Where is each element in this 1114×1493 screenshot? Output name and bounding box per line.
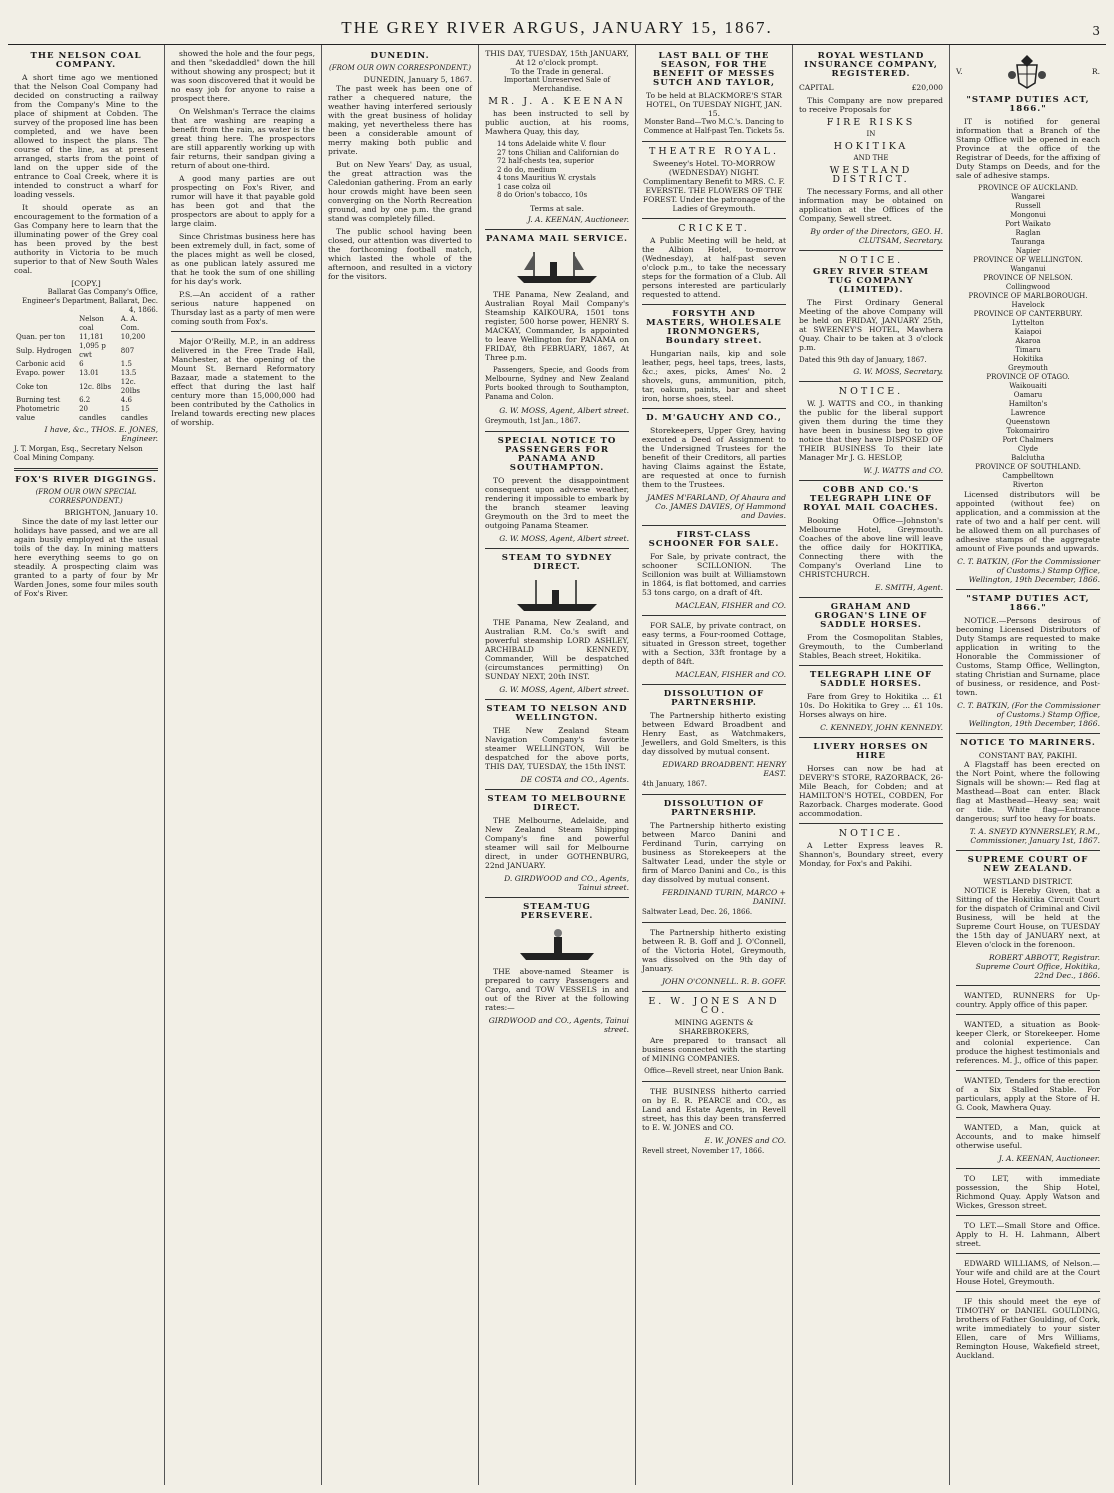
- coal-table-cell: 11,181: [79, 333, 104, 341]
- sale-to: To the Trade in general.: [510, 67, 604, 76]
- fox-cont-p2: On Welshman's Terrace the claims that are washing are reaping a benefit from the rain, as water is the great thing here. The prospectors are still apparently working up with fair returns, their sandpan giving a return of about one-third.: [171, 107, 315, 170]
- sydney-body: THE Panama, New Zealand, and Australian R.M. Co.'s swift and powerful steamship LORD ASHLEY, ARCHIBALD KENNEDY, Commander, Will be despatched (circumstances permitting) On SUNDAY NEXT, 20th INST.: [485, 617, 629, 681]
- secretary-address: J. T. Morgan, Esq., Secretary Nelson Coal Mining Company.: [14, 445, 143, 462]
- special-notice-signature: G. W. MOSS, Agent, Albert street.: [499, 533, 629, 543]
- coal-table-cell: 15 candles: [120, 405, 148, 422]
- ball-note: Monster Band—Two M.C.'s. Dancing to Commence at Half-past Ten. Tickets 5s.: [643, 118, 785, 135]
- telegraph-body: Fare from Grey to Hokitika ... £1 10s. Do Hokitika to Grey ... £1 10s. Horses always on hire.: [799, 692, 943, 719]
- watts-signature: W. J. WATTS and CO.: [863, 466, 943, 475]
- insurance-district: WESTLAND DISTRICT.: [829, 165, 913, 185]
- to-let-hotel: TO LET, with immediate possession, the Ship Hotel, Richmond Quay. Apply Watson and Wickes, Gresson street.: [956, 1174, 1100, 1210]
- wanted-bookkeeper: WANTED, a situation as Book-keeper Clerk, or Storekeeper. Home and colonial experience. Can produce the highest testimonials and references. M. J., office of this paper.: [956, 1020, 1100, 1065]
- province-canterbury: PROVINCE OF CANTERBURY.: [973, 310, 1083, 318]
- tug-heading: STEAM-TUG PERSEVERE.: [520, 901, 594, 921]
- insurance-capital-label: CAPITAL: [799, 83, 834, 92]
- dunedin-heading: DUNEDIN.: [370, 51, 430, 61]
- place-name: Port Waikato: [1005, 220, 1051, 228]
- place-name: Hamilton's: [1008, 400, 1048, 408]
- insurance-place: HOKITIKA: [833, 141, 909, 152]
- dissolution2-body: The Partnership hitherto existing between Marco Danini and Ferdinand Turin, carrying on business as Storekeepers at the Saltwater Lead, under the style or firm of Marco Danini and Co., is this day dissolved by mutual consent.: [642, 821, 786, 884]
- province-otago: PROVINCE OF OTAGO.: [986, 373, 1070, 381]
- melbourne-body: THE Melbourne, Adelaide, and New Zealand Steam Shipping Company's fine and powerful steamer will sail for Melbourne direct, in under GOTHENBURG, 22nd JANUARY.: [485, 815, 629, 870]
- coal-table-cell: 12c. 20lbs: [120, 378, 141, 395]
- sale-date: THIS DAY, TUESDAY, 15th JANUARY, At 12 o'clock prompt.: [485, 49, 629, 67]
- goulding-notice: IF this should meet the eye of TIMOTHY or DANIEL GOULDING, brothers of Father Goulding, of Cork, write immediately to your sister Ellen, care of Mrs Williams, Remington House, Wakefield street, Auckland.: [956, 1297, 1100, 1360]
- places-southland: [956, 472, 1100, 490]
- notice-heading: NOTICE.: [838, 255, 904, 266]
- column-3: [322, 45, 479, 1485]
- places-otago: [956, 382, 1100, 463]
- sale-item: 4 tons Mauritius W. crystals: [497, 174, 596, 182]
- coal-table-row: [14, 396, 158, 405]
- province-marlborough: PROVINCE OF MARLBOROUGH.: [968, 292, 1088, 300]
- place-name: Wanganui: [1010, 265, 1046, 273]
- stamp2-heading: "STAMP DUTIES ACT, 1866.": [966, 594, 1090, 613]
- schooner-heading: FIRST-CLASS SCHOONER FOR SALE.: [648, 530, 780, 549]
- divider: [799, 665, 943, 666]
- fox-cont-p1: showed the hole and the four pegs, and then "skedaddled" down the hill without showing any prospect; but it was soon discovered that it would be no easy job for anyone to raise a prospect there.: [171, 49, 315, 103]
- forsale-body: FOR SALE, by private contract, on easy terms, a Four-roomed Cottage, situated in Gresson street, together with a Section, 33ft frontage by a depth of 84ft.: [642, 621, 786, 666]
- cobb-heading: COBB AND CO.'S TELEGRAPH LINE OF ROYAL MAIL COACHES.: [803, 485, 939, 513]
- divider: [956, 985, 1100, 986]
- divider: [956, 1215, 1100, 1216]
- telegraph-signature: C. KENNEDY, JOHN KENNEDY.: [820, 723, 943, 732]
- notice3-body: A Letter Express leaves R. Shannon's, Boundary street, every Monday, for Fox's and Pakihi.: [799, 841, 943, 868]
- to-let-store: TO LET.—Small Store and Office. Apply to H. H. Lahmann, Albert street.: [956, 1221, 1100, 1248]
- dunedin-subheading: (FROM OUR OWN CORRESPONDENT.): [329, 64, 471, 72]
- graham-heading: GRAHAM AND GROGAN'S LINE OF SADDLE HORSES.: [814, 602, 928, 630]
- place-name: Hokitika: [1012, 355, 1044, 363]
- mcgauchy-signature: JAMES M'FARLAND, Of Ahaura and Co. JAMES DAVIES, Of Hammond and Davies.: [646, 493, 786, 520]
- divider: [642, 684, 786, 685]
- stamp-signature: C. T. BATKIN, (For the Commissioner of Customs.) Stamp Office, Wellington, 19th December, 1866.: [957, 557, 1100, 584]
- insurance-note: The necessary Forms, and all other information may be obtained on application at the Offices of the Company, Sewell street.: [799, 187, 943, 223]
- stamp-body: IT is notified for general information that a Branch of the Stamp Office will be opened in each Province at the office of the Registrar of Deeds, for the affixing of Duty Stamps on Deeds, and for the sale of adhesive stamps.: [956, 117, 1100, 180]
- divider: [642, 991, 786, 992]
- watts-body: W. J. WATTS and CO., in thanking the public for the liberal support given them during the time they have been in business beg to give notice that they have DISPOSED OF THEIR BUSINESS To their late Manager Mr J. G. HESLOP,: [799, 399, 943, 462]
- sale-title: Important Unreserved Sale of Merchandise.: [503, 76, 611, 93]
- place-name: Clyde: [1017, 445, 1039, 453]
- divider: [642, 218, 786, 219]
- stamp2-signature: C. T. BATKIN, (For the Commissioner of Customs.) Stamp Office, Wellington, 19th December, 1866.: [957, 701, 1100, 728]
- theatre-body: Sweeney's Hotel. TO-MORROW (WEDNESDAY) NIGHT. Complimentary Benefit to MRS. C. F. EVERSTE. THE FLOWERS OF THE FOREST. Under the patronage of the Ladies of Greymouth.: [642, 159, 786, 213]
- notice2-heading: NOTICE.: [838, 386, 904, 397]
- melbourne-signature: D. GIRDWOOD and CO., Agents, Tainui street.: [504, 873, 629, 892]
- tug-company-body: The First Ordinary General Meeting of the above Company will be held on FRIDAY, JANUARY 25th, at SWEENEY'S HOTEL, Mawhera Quay. Chair to be taken at 3 o'clock p.m.: [799, 298, 943, 352]
- forsyth-body: Hungarian nails, kip and sole leather, pegs, heel taps, trees, lasts, &c.; axes, picks, Ames' No. 2 shovels, guns, ammunition, pitch, tar, oakum, paints, bar and sheet iron, horse shoes, steel.: [642, 349, 786, 403]
- crest-letter-r: R.: [1091, 66, 1100, 76]
- edward-williams-notice: EDWARD WILLIAMS, of Nelson.—Your wife and child are at the Court House Hotel, Greymouth.: [956, 1259, 1100, 1286]
- divider: [799, 381, 943, 382]
- coal-table-cell: Sulp. Hydrogen: [16, 346, 72, 355]
- oreilly-paragraph: Major O'Reilly, M.P., in an address delivered in the Free Trade Hall, Manchester, at the opening of the Mount St. Bernard Reformatory Bazaar, made a statement to the effect that during the last half century more than 15,000,000 had been contributed by the Catholics in Ireland towards erecting new places of worship.: [171, 337, 315, 427]
- insurance-fire: FIRE RISKS: [826, 117, 916, 128]
- place-name: Campbelltown: [1002, 472, 1054, 480]
- coal-table-cell: 13.01: [79, 369, 100, 377]
- ewjones-body: Are prepared to transact all business connected with the starting of MINING COMPANIES.: [642, 1036, 786, 1063]
- mariners-body: A Flagstaff has been erected on the Nort Point, where the following Signals will be shown:— Red flag at Masthead—Boat can enter. Black flag at Masthead—Heavy sea; wait or tide. White flag—Entrance dangerous; surf too heavy for boats.: [956, 760, 1100, 823]
- page-number: 3: [1092, 24, 1100, 38]
- wanted-man-signature: J. A. KEENAN, Auctioneer.: [998, 1154, 1100, 1163]
- ewjones-heading: E. W. JONES AND CO.: [648, 996, 780, 1016]
- divider: [956, 1168, 1100, 1169]
- divider: [642, 922, 786, 923]
- sale-item: 14 tons Adelaide white V. flour: [497, 140, 606, 148]
- mariners-subheading: CONSTANT BAY, PAKIHI.: [978, 751, 1078, 760]
- places-marlborough: [956, 301, 1100, 310]
- forsyth-heading: FORSYTH AND MASTERS, WHOLESALE IRONMONGERS, Boundary street.: [646, 309, 782, 346]
- fox-heading: FOX'S RIVER DIGGINGS.: [15, 475, 157, 485]
- divider: [956, 1291, 1100, 1292]
- livery-heading: LIVERY HORSES ON HIRE: [813, 742, 929, 761]
- stamp2-body: NOTICE.—Persons desirous of becoming Licensed Distributors of Duty Stamps are requested to make application in writing to the Honorable the Commissioner of Customs, Stamp Office, Wellington, stating Christian and Surname, place of business, or residence, and Post-town.: [956, 616, 1101, 697]
- coal-table-cell: Quan. per ton: [16, 333, 66, 341]
- masthead-title: THE GREY RIVER ARGUS, JANUARY 15, 1867.: [341, 18, 773, 37]
- fox-postscript: P.S.—An accident of a rather serious nature happened on Thursday last as a party of men were coming south from Fox's.: [171, 290, 315, 326]
- sale-item: 72 half-chests tea, superior: [497, 157, 595, 165]
- engineer-signature: I have, &c., THOS. E. JONES, Engineer.: [44, 425, 158, 443]
- melbourne-heading: STEAM TO MELBOURNE DIRECT.: [487, 793, 627, 813]
- coal-table-row: [14, 369, 158, 378]
- dissolution3-signature: JOHN O'CONNELL. R. B. GOFF.: [661, 977, 786, 986]
- province-southland: PROVINCE OF SOUTHLAND.: [975, 463, 1081, 471]
- tug-company-signature: G. W. MOSS, Secretary.: [853, 367, 943, 376]
- steam-tug-icon: [512, 925, 602, 963]
- stamp-heading: "STAMP DUTIES ACT, 1866.": [966, 95, 1090, 114]
- panama-body: THE Panama, New Zealand, and Australian Royal Mail Company's Steamship KAIKOURA, 1501 tons register, 500 horse power, HENRY S. MACKAY, Commander, Is appointed to leave Wellington for PANAMA on FRIDAY, 8th FEBRUARY, 1867, At Three p.m.: [485, 289, 629, 362]
- divider: [956, 1014, 1100, 1015]
- dissolution1-signature: EDWARD BROADBENT. HENRY EAST.: [662, 760, 786, 778]
- coal-table-cell: 4.6: [120, 396, 132, 404]
- divider: [485, 548, 629, 549]
- keenan-name: MR. J. A. KEENAN: [488, 96, 626, 107]
- divider: [956, 733, 1100, 734]
- mcgauchy-heading: D. M'GAUCHY AND CO.,: [646, 413, 782, 423]
- column-4: [479, 45, 636, 1485]
- coal-table-cell: Coke ton: [16, 382, 48, 391]
- insurance-heading: ROYAL WESTLAND INSURANCE COMPANY, REGISTERED.: [804, 51, 938, 79]
- divider: [799, 823, 943, 824]
- panama-date: Greymouth, 1st Jan., 1867.: [485, 416, 581, 425]
- wanted-tenders: WANTED, Tenders for the erection of a Six Stalled Stable. For particulars, apply at the Store of H. G. Cook, Mawhera Quay.: [956, 1076, 1100, 1112]
- tug-signature: GIRDWOOD and CO., Agents, Tainui street.: [488, 1015, 629, 1034]
- coal-table-cell: 1,095 p cwt: [79, 342, 106, 359]
- divider: [171, 331, 315, 332]
- notice3-heading: NOTICE.: [838, 828, 904, 839]
- dissolution2-heading: DISSOLUTION OF PARTNERSHIP.: [663, 799, 765, 818]
- coal-table-row: [14, 360, 158, 369]
- panama-signature: G. W. MOSS, Agent, Albert street.: [499, 405, 629, 415]
- insurance-capital-row: [799, 83, 943, 92]
- divider: [956, 589, 1100, 590]
- nelson-coal-p2: It should operate as an encouragement to the formation of a Gas Company here to learn that the illuminating power of the Grey coal has been proved by the best authority in Victoria to be much superior to that of New South Wales coal.: [14, 203, 158, 275]
- places-wellington: [956, 265, 1100, 274]
- steamship-icon: [512, 576, 602, 614]
- place-name: Kaiapoi: [1014, 328, 1042, 336]
- dunedin-p3: The public school having been closed, our attention was diverted to the forthcoming football match, which lasted the whole of the afternoon, and resulted in a victory for the visitors.: [328, 227, 472, 281]
- mariners-signature: T. A. SNEYD KYNNERSLEY, R.M., Commissioner, January 1st, 1867.: [969, 827, 1100, 845]
- place-name: Tokomairiro: [1006, 427, 1050, 435]
- insurance-and: AND THE: [853, 154, 889, 162]
- divider: [485, 229, 629, 230]
- coal-table-cell: 1.5: [120, 360, 132, 368]
- place-name: Akaroa: [1015, 337, 1041, 345]
- divider: [956, 1253, 1100, 1254]
- insurance-body: This Company are now prepared to receive Proposals for: [799, 96, 943, 114]
- divider: [642, 141, 786, 142]
- insurance-in: IN: [866, 130, 876, 138]
- mariners-heading: NOTICE TO MARINERS.: [960, 738, 1096, 748]
- divider: [956, 1070, 1100, 1071]
- dissolution3-body: The Partnership hitherto existing between R. B. Goff and J. O'Connell, of the Victoria Hotel, Greymouth, was dissolved on the 9th day of January.: [642, 928, 786, 973]
- place-name: Lyttelton: [1011, 319, 1045, 327]
- places-nelson: [956, 283, 1100, 292]
- coal-test-table: [14, 315, 158, 423]
- sale-items: [497, 140, 629, 200]
- court-heading: SUPREME COURT OF NEW ZEALAND.: [967, 855, 1089, 874]
- dunedin-p2: But on New Years' Day, as usual, the great attraction was the Caledonian gathering. From an early hour crowds might have been seen converging on the North Recreation ground, and by one p.m. the grand stand was completely filled.: [328, 160, 472, 223]
- divider: [642, 304, 786, 305]
- place-name: Queenstown: [1005, 418, 1051, 426]
- place-name: Oamaru: [1013, 391, 1043, 399]
- divider: [642, 525, 786, 526]
- divider: [485, 699, 629, 700]
- coal-table-cell: Nelson coal: [79, 315, 104, 332]
- places-auckland: [956, 193, 1100, 256]
- schooner-body: For Sale, by private contract, the schooner SCILLONION. The Scillonion was built at Williamstown in 1864, is flat bottomed, and carries 53 tons cargo, on a draft of 4ft.: [642, 552, 786, 597]
- coal-table-row: [14, 342, 158, 360]
- place-name: Russell: [1015, 202, 1041, 210]
- coal-table-cell: Burning test: [16, 396, 61, 404]
- crest-letter-v: V.: [956, 66, 963, 76]
- columns: [8, 45, 1106, 1485]
- divider: [799, 250, 943, 251]
- place-name: Havelock: [1011, 301, 1045, 309]
- sale-terms: Terms at sale.: [530, 203, 584, 213]
- column-7: [950, 45, 1106, 1485]
- schooner-signature: MACLEAN, FISHER and CO.: [675, 601, 786, 610]
- coal-table-cell: 6.2: [79, 396, 91, 404]
- place-name: Waikouaiti: [1009, 382, 1047, 390]
- dissolution1-body: The Partnership hitherto existing between Edward Broadbent and Henry East, as Watchmakers, Jewellers, and Gold Smelters, is this day dissolved by mutual consent.: [642, 711, 786, 756]
- places-canterbury: [956, 319, 1100, 373]
- divider: [799, 737, 943, 738]
- divider: [642, 794, 786, 795]
- sydney-heading: STEAM TO SYDNEY DIRECT.: [501, 552, 613, 572]
- nelson-coal-heading: THE NELSON COAL COMPANY.: [30, 51, 142, 70]
- place-name: Wangarei: [1011, 193, 1045, 201]
- coal-table-cell: 807: [120, 346, 135, 355]
- dissolution2-signature: FERDINAND TURIN, MARCO + DANINI.: [662, 888, 786, 906]
- ewjones-office: Office—Revell street, near Union Bank.: [644, 1067, 784, 1075]
- nelson-heading: STEAM TO NELSON AND WELLINGTON.: [486, 703, 628, 723]
- insurance-signature: By order of the Directors, GEO. H. CLUTSAM, Secretary.: [810, 227, 943, 245]
- province-nelson: PROVINCE OF NELSON.: [983, 274, 1073, 282]
- column-1: [8, 45, 165, 1485]
- coal-table-cell: 20 candles: [79, 405, 107, 422]
- coal-table-cell: 13.5: [120, 369, 137, 377]
- wanted-runners: WANTED, RUNNERS for Up-country. Apply office of this paper.: [956, 991, 1100, 1009]
- gas-letter-head: Ballarat Gas Company's Office, Engineer's Department, Ballarat, Dec. 4, 1866.: [22, 288, 158, 314]
- coal-table-cell: [14, 315, 77, 333]
- nelson-signature: DE COSTA and CO., Agents.: [520, 774, 629, 784]
- place-name: Mongonui: [1010, 211, 1046, 219]
- cobb-body: Booking Office—Johnston's Melbourne Hotel, Greymouth. Coaches of the above line will leave the office daily for HOKITIKA, Connecting there with the Company's Overland Line to CHRISTCHURCH.: [799, 516, 943, 579]
- province-wellington: PROVINCE OF WELLINGTON.: [973, 256, 1083, 264]
- coal-table-row: [14, 378, 158, 396]
- dissolution1-heading: DISSOLUTION OF PARTNERSHIP.: [663, 689, 765, 708]
- stamp-note: Licensed distributors will be appointed (without fee) on application, and a commission at the rate of two and a half per cent. will be allowed them on all purchases of adhesive stamps of the aggregate amount of Five pounds and upwards.: [956, 490, 1100, 553]
- coal-table-cell: 12c. 8lbs: [79, 382, 112, 391]
- tug-company-heading: GREY RIVER STEAM TUG COMPANY (LIMITED).: [812, 267, 929, 295]
- ball-body: To be held at BLACKMORE'S STAR HOTEL, On TUESDAY NIGHT, JAN. 15.: [646, 91, 782, 118]
- place-name: Napier: [1015, 247, 1041, 255]
- court-subheading: WESTLAND DISTRICT.: [983, 877, 1073, 886]
- divider: [799, 480, 943, 481]
- panama-heading: PANAMA MAIL SERVICE.: [485, 233, 629, 244]
- livery-body: Horses can now be had at DEVERY'S STORE, RAZORBACK, 26-Mile Beach, for Cobden; and at HAMILTON'S HOTEL, COBDEN, For Razorback. Charges moderate. Good accommodation.: [799, 764, 943, 818]
- cricket-body: A Public Meeting will be held, at the Albion Hotel, to-morrow (Wednesday), at half-past seven o'clock p.m., to take the necessary steps for the formation of a Club. All persons interested are particularly requested to attend.: [642, 236, 786, 299]
- place-name: Timaru: [1015, 346, 1041, 354]
- sale-item: 2 do do, medium: [497, 165, 557, 174]
- tug-body: THE above-named Steamer is prepared to carry Passengers and Cargo, and TOW VESSELS in and out of the River at the following rates:—: [485, 966, 629, 1012]
- sale-item: 27 tons Chilian and Californian do: [497, 148, 619, 157]
- fox-cont-p4: Since Christmas business here has been extremely dull, in fact, some of the places might as well be closed, as one publican lately assured me that he took the sum of one shilling for his day's work.: [171, 232, 315, 286]
- ball-heading: LAST BALL OF THE SEASON, FOR THE BENEFIT OF MESSES SUTCH AND TAYLOR,: [652, 51, 776, 88]
- coal-table-row: [14, 315, 158, 333]
- divider: [642, 1081, 786, 1082]
- ewjones-subheading: MINING AGENTS & SHAREBROKERS,: [674, 1018, 754, 1036]
- sale-item: 8 do Orion's tobacco, 10s: [497, 191, 588, 199]
- place-name: Lawrence: [1010, 409, 1046, 417]
- wanted-man: WANTED, a Man, quick at Accounts, and to make himself otherwise useful.: [956, 1123, 1100, 1150]
- divider: [799, 597, 943, 598]
- special-notice-heading: SPECIAL NOTICE TO PASSENGERS FOR PANAMA AND SOUTHAMPTON.: [497, 435, 617, 473]
- divider: [14, 468, 158, 471]
- coal-table-cell: Carbonic acid: [16, 360, 66, 368]
- fox-dateline: BRIGHTON, January 10.: [64, 508, 158, 517]
- business-transfer-body: THE BUSINESS hitherto carried on by E. R. PEARCE and CO., as Land and Estate Agents, in Revell street, has this day been transferred to E. W. JONES and CO.: [642, 1087, 786, 1132]
- sale-item: 1 case colza oil: [497, 182, 551, 191]
- coal-table-row: [14, 333, 158, 342]
- divider: [485, 789, 629, 790]
- place-name: Balclutha: [1011, 454, 1045, 462]
- divider: [956, 1117, 1100, 1118]
- coal-table-cell: Photometric value: [16, 405, 60, 422]
- forsale-signature: MACLEAN, FISHER and CO.: [675, 670, 786, 679]
- coal-table-row: [14, 405, 158, 423]
- special-notice-body: TO prevent the disappointment consequent upon adverse weather, rendering it impossible to embark by the branch steamer leaving Greymouth on the 3rd to meet the outgoing Panama Steamer.: [485, 475, 629, 530]
- sale-body: has been instructed to sell by public auction, at his rooms, Mawhera Quay, this day,: [485, 109, 629, 136]
- coal-table-cell: A. A. Com.: [120, 315, 140, 332]
- coal-table-cell: 6: [79, 360, 84, 368]
- mcgauchy-body: Storekeepers, Upper Grey, having executed a Deed of Assignment to the Undersigned Trustees for the benefit of their Creditors, all parties having Claims against the Estate, are requested at once to furnish them to the Trustees.: [642, 426, 786, 489]
- business-transfer-signature: E. W. JONES and CO.: [704, 1136, 786, 1145]
- nelson-coal-p1: A short time ago we mentioned that the Nelson Coal Company had decided on constructing a railway from the Company's Mine to the place of shipment at Cobden. The survey of the proposed line has been completed, and we have been allowed to inspect the plans. The course of the line, as at present arranged, starts from the point of land on the upper side of the entrance to Coal Creek, where it is intended to construct a wharf for loading vessels.: [14, 73, 158, 199]
- divider: [642, 408, 786, 409]
- divider: [956, 850, 1100, 851]
- telegraph-heading: TELEGRAPH LINE OF SADDLE HORSES.: [809, 670, 933, 689]
- royal-crest-row: [956, 49, 1100, 93]
- fox-cont-p3: A good many parties are out prospecting on Fox's River, and rumor will have it that payable gold has been got and that the prospectors are about to apply for a large claim.: [171, 174, 315, 228]
- dunedin-p1: The past week has been one of rather a chequered nature, the weather having interfered seriously with the great business of holiday making, yet nevertheless there has been a considerable amount of merry making both public and private.: [328, 84, 472, 156]
- dunedin-dateline: DUNEDIN, January 5, 1867.: [363, 75, 472, 84]
- theatre-heading: THEATRE ROYAL.: [648, 146, 779, 157]
- place-name: Greymouth: [1008, 364, 1048, 372]
- column-5: [636, 45, 793, 1485]
- masthead: [8, 0, 1106, 45]
- fox-p1: Since the date of my last letter our holidays have passed, and we are all again busily employed at the usual toils of the day. In mining matters here everything seems to go on steadily. A prospecting claim was granted to a party of four by Mr Warden Jones, some four miles south of Fox's River.: [14, 517, 158, 598]
- copy-label: [COPY.]: [71, 279, 101, 288]
- business-transfer-date: Revell street, November 17, 1866.: [642, 1147, 765, 1155]
- sydney-signature: G. W. MOSS, Agent, Albert street.: [499, 684, 629, 694]
- dissolution1-date: 4th January, 1867.: [642, 780, 708, 788]
- place-name: Tauranga: [1011, 238, 1045, 246]
- court-signature: ROBERT ABBOTT, Registrar. Supreme Court Office, Hokitika, 22nd Dec., 1866.: [975, 953, 1100, 980]
- tug-company-date: Dated this 9th day of January, 1867.: [799, 356, 927, 364]
- cricket-heading: CRICKET.: [678, 223, 750, 234]
- keenan-signature: J. A. KEENAN, Auctioneer.: [527, 214, 629, 224]
- column-6: [793, 45, 950, 1485]
- coal-table-cell: Evapo. power: [16, 369, 65, 377]
- place-name: Port Chalmers: [1002, 436, 1054, 444]
- place-name: Collingwood: [1005, 283, 1051, 291]
- graham-body: From the Cosmopolitan Stables, Greymouth, to the Cumberland Stables, Beach street, Hokitika.: [799, 633, 943, 660]
- column-2: [165, 45, 322, 1485]
- province-auckland: PROVINCE OF AUCKLAND.: [977, 184, 1078, 192]
- insurance-capital-value: £20,000: [911, 83, 943, 92]
- court-body: NOTICE is Hereby Given, that a Sitting of the Hokitika Circuit Court for the dispatch of Criminal and Civil Business, will be held at the Supreme Court House, on TUESDAY the 15th day of JANUARY next, at Eleven o'clock in the forenoon.: [956, 886, 1100, 949]
- divider: [642, 615, 786, 616]
- royal-crest-icon: [1005, 51, 1049, 91]
- place-name: Riverton: [1012, 481, 1044, 489]
- steamship-icon: [512, 248, 602, 286]
- coal-table-cell: 10,200: [120, 333, 146, 341]
- divider: [485, 431, 629, 432]
- place-name: Raglan: [1015, 229, 1041, 237]
- nelson-body: THE New Zealand Steam Navigation Company's favorite steamer WELLINGTON, Will be despatched for the above ports, THIS DAY, TUESDAY, the 15th INST.: [485, 725, 629, 771]
- dissolution2-date: Saltwater Lead, Dec. 26, 1866.: [642, 908, 753, 916]
- fox-subheading: (FROM OUR OWN SPECIAL CORRESPONDENT.): [35, 488, 137, 505]
- panama-note: Passengers, Specie, and Goods from Melbourne, Sydney and New Zealand Ports booked through to Southampton, Panama and Colon.: [485, 365, 629, 401]
- divider: [485, 897, 629, 898]
- cobb-signature: E. SMITH, Agent.: [874, 583, 943, 592]
